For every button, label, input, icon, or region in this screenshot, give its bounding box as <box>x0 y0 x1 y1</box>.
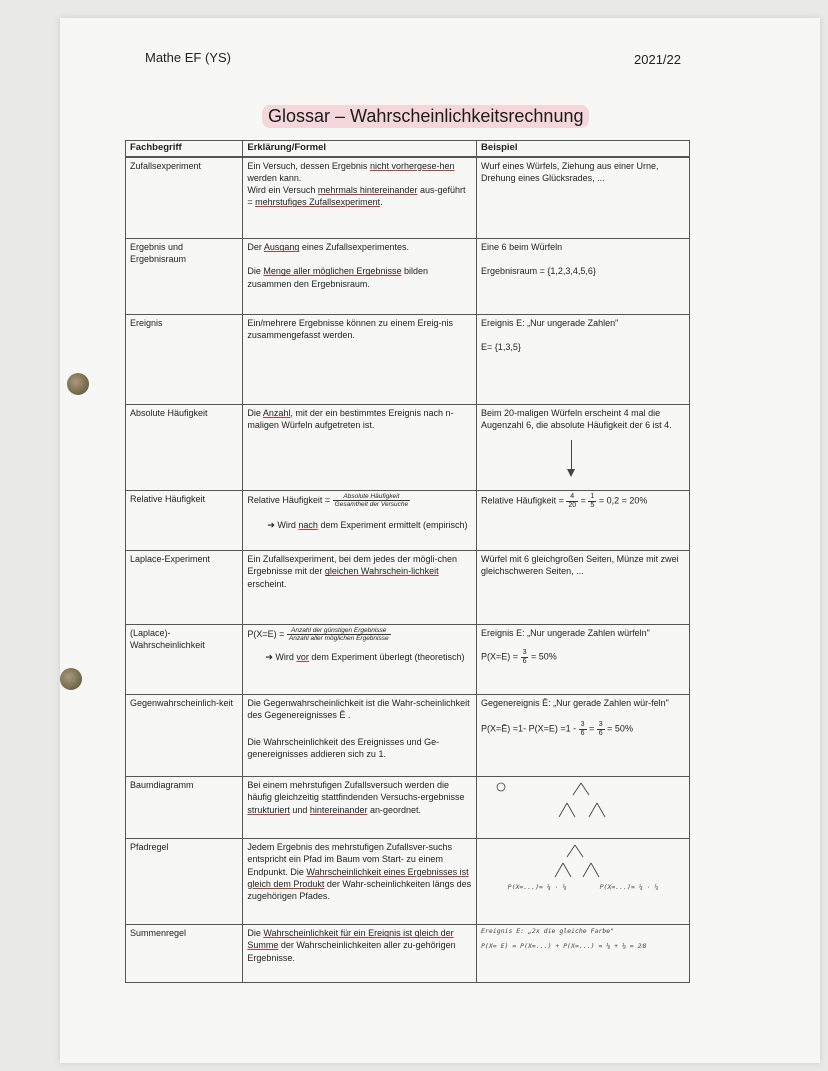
tree-diagram-sketch <box>493 843 673 883</box>
page-title: Glossar – Wahrscheinlichkeitsrechnung <box>262 105 589 128</box>
example-cell: Wurf eines Würfels, Ziehung aus einer Urne, Drehung eines Glücksrades, ... <box>477 157 690 239</box>
table-row <box>126 551 690 625</box>
table-row <box>126 625 690 695</box>
table-row <box>126 157 690 239</box>
example-cell: Relative Häufigkeit = $\frac{4}{20}$ = $\frac{1}{5}$ = 0,2 = 20% <box>477 491 690 551</box>
term-cell: Laplace-Experiment <box>126 551 243 625</box>
explanation-cell: Die Anzahl, mit der ein bestimmtes Ereignis nach n-maligen Würfeln aufgetreten ist. <box>243 405 477 491</box>
example-cell: Würfel mit 6 gleichgroßen Seiten, Münze mit zwei gleichschweren Seiten, ... <box>477 551 690 625</box>
table-row <box>126 777 690 839</box>
column-header: Beispiel <box>477 141 690 157</box>
explanation-cell: P(X=E) = $\frac{\text{Anzahl der günstigen Ergebnisse}}{\text{Anzahl aller möglichen Ergebnisse}}$ ➔ Wird vor dem Experiment überlegt (theoretisch) <box>243 625 477 695</box>
example-cell: Ereignis E: „2x die gleiche Farbe" P(X= E) = P(X=...) + P(X=...) = ⅛ + ⅛ = 2⁄8 <box>477 925 690 983</box>
explanation-cell: Ein/mehrere Ergebnisse können zu einem Ereig-nis zusammengefasst werden. <box>243 315 477 405</box>
explanation-cell: Ein Versuch, dessen Ergebnis nicht vorhergese-hen werden kann. Wird ein Versuch mehrmals hintereinander aus-geführt = mehrstufiges Zufallsexperiment. <box>243 157 477 239</box>
example-cell: Ereignis E: „Nur ungerade Zahlen" E= {1,3,5} <box>477 315 690 405</box>
term-cell: Ergebnis und Ergebnisraum <box>126 239 243 315</box>
term-cell: Relative Häufigkeit <box>126 491 243 551</box>
tree-diagram-sketch <box>493 781 673 825</box>
example-cell: Gegenereignis Ē: „Nur gerade Zahlen wür-feln" P(X=Ē) =1- P(X=E) =1 - $\frac{3}{6}$ = $\frac{3}{6}$ = 50% <box>477 695 690 777</box>
course-label: Mathe EF (YS) <box>145 50 231 65</box>
formula-fraction: $\frac{\text{Absolute Häufigkeit}}{\text{Gesamtheit der Versuche}}$ <box>334 493 409 509</box>
term-cell: Baumdiagramm <box>126 777 243 839</box>
explanation-cell: Relative Häufigkeit = $\frac{\text{Absolute Häufigkeit}}{\text{Gesamtheit der Versuche}}$ ➔ Wird nach dem Experiment ermittelt (empirisch) <box>243 491 477 551</box>
column-header: Erklärung/Formel <box>243 141 477 157</box>
term-cell: Summenregel <box>126 925 243 983</box>
term-cell: Absolute Häufigkeit <box>126 405 243 491</box>
table-row <box>126 925 690 983</box>
term-cell: Gegenwahrscheinlich-keit <box>126 695 243 777</box>
explanation-cell: Die Gegenwahrscheinlichkeit ist die Wahr-scheinlichkeit des Gegenereignisses Ē . Die Wahrscheinlichkeit des Ereignisses und Ge-genereignisses addieren sich zu 1. <box>243 695 477 777</box>
table-row <box>126 695 690 777</box>
term-cell: Pfadregel <box>126 839 243 925</box>
example-cell: Eine 6 beim Würfeln Ergebnisraum = {1,2,3,4,5,6} <box>477 239 690 315</box>
table-row <box>126 239 690 315</box>
punch-hole-top <box>67 373 89 395</box>
explanation-cell: Die Wahrscheinlichkeit für ein Ereignis ist gleich der Summe der Wahrscheinlichkeiten aller zu-gehörigen Ergebnisse. <box>243 925 477 983</box>
school-year: 2021/22 <box>634 52 681 67</box>
explanation-cell: Ein Zufallsexperiment, bei dem jedes der mögli-chen Ergebnisse mit der gleichen Wahrschein-lichkeit erscheint. <box>243 551 477 625</box>
arrow-right-icon: ➔ <box>265 651 276 662</box>
example-cell: Ereignis E: „Nur ungerade Zahlen würfeln" P(X=E) = $\frac{3}{6}$ = 50% <box>477 625 690 695</box>
punch-hole-bottom <box>60 668 82 690</box>
explanation-cell: Bei einem mehrstufigen Zufallsversuch werden die häufig gleichzeitig stattfindenden Versuchs-ergebnisse strukturiert und hintereinander an-geordnet. <box>243 777 477 839</box>
table-row <box>126 315 690 405</box>
table-row <box>126 405 690 491</box>
arrow-down-icon <box>571 440 572 474</box>
formula-fraction: $\frac{\text{Anzahl der günstigen Ergebnisse}}{\text{Anzahl aller möglichen Ergebnisse}}$ <box>288 627 389 643</box>
glossary-table <box>125 140 690 983</box>
column-header: Fachbegriff <box>126 141 243 157</box>
explanation-cell: Der Ausgang eines Zufallsexperimentes. Die Menge aller möglichen Ergebnisse bilden zusammen den Ergebnisraum. <box>243 239 477 315</box>
term-cell: Ereignis <box>126 315 243 405</box>
explanation-cell: Jedem Ergebnis des mehrstufigen Zufallsver-suchs entspricht ein Pfad im Baum vom Start- zu einem Endpunkt. Die Wahrscheinlichkeit eines Ergebnisses ist gleich dem Produkt der Wahr-scheinlichkeiten längs des zugehörigen Pfades. <box>243 839 477 925</box>
example-cell: P(X=...)= ¼ · ¼ P(X=...)= ¼ · ¼ <box>477 839 690 925</box>
table-row <box>126 839 690 925</box>
arrow-right-icon: ➔ <box>267 519 278 530</box>
table-header-row <box>126 141 690 157</box>
example-cell: Beim 20-maligen Würfeln erscheint 4 mal die Augenzahl 6, die absolute Häufigkeit der 6 ist 4. <box>477 405 690 491</box>
example-cell <box>477 777 690 839</box>
term-cell: (Laplace)-Wahrscheinlichkeit <box>126 625 243 695</box>
table-row <box>126 491 690 551</box>
term-cell: Zufallsexperiment <box>126 157 243 239</box>
